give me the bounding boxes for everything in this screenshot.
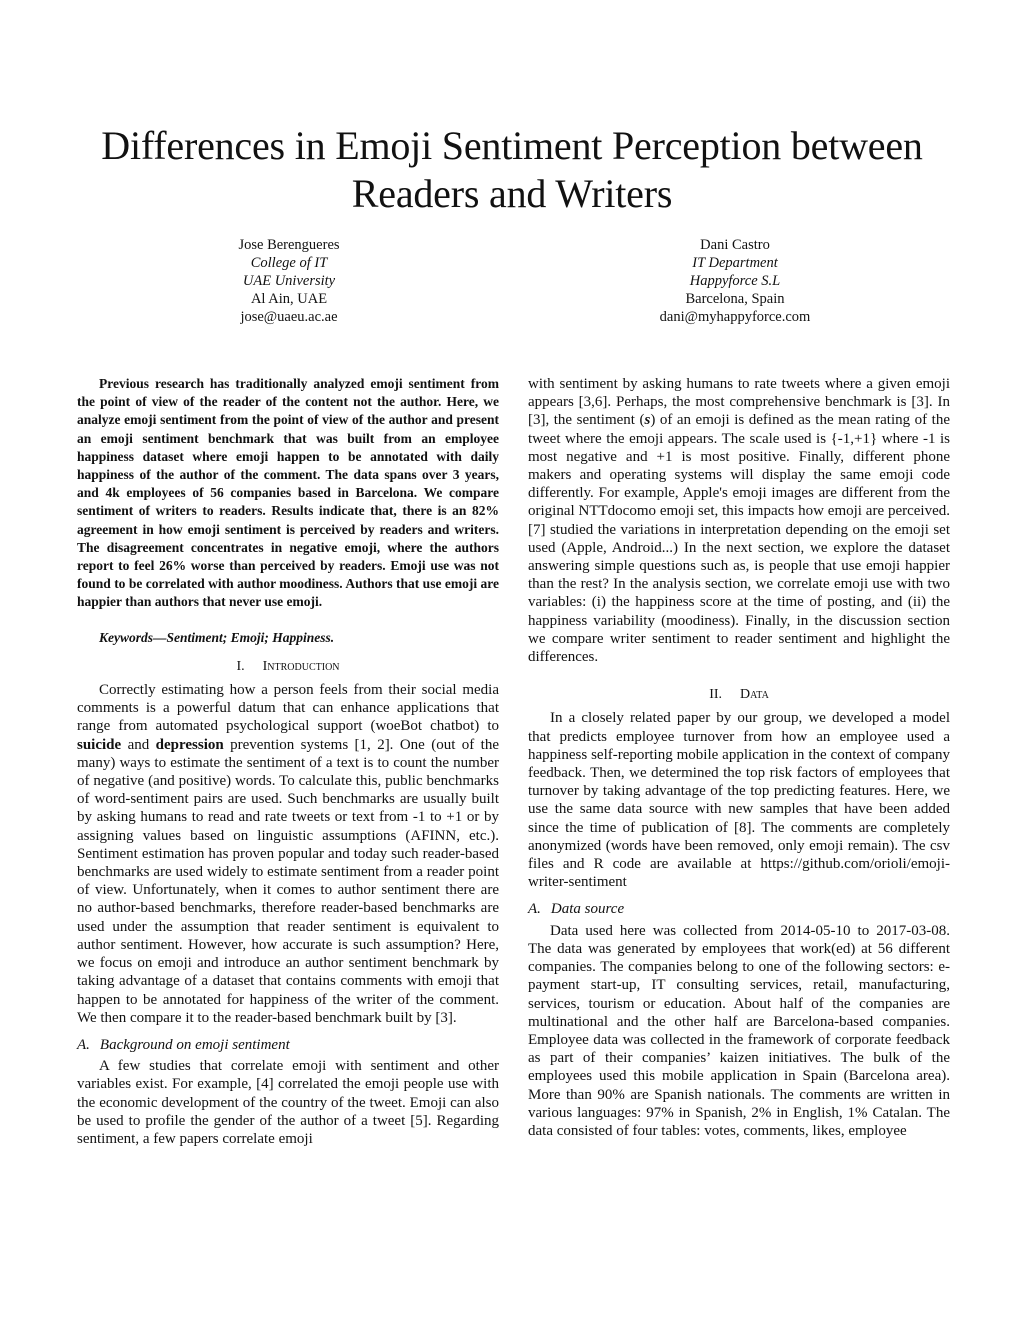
subsection-title: Background on emoji sentiment bbox=[99, 1036, 290, 1053]
sentiment-symbol: s bbox=[644, 412, 651, 429]
section-number: II. bbox=[709, 687, 723, 703]
author-location: Al Ain, UAE bbox=[250, 291, 328, 307]
title-line-2: Readers and Writers bbox=[351, 171, 673, 216]
section-heading-introduction bbox=[77, 658, 499, 676]
section-title: Introduction bbox=[262, 658, 340, 674]
subsection-heading-background bbox=[77, 1036, 499, 1054]
subsection-number: A. bbox=[528, 901, 541, 918]
text-run: prevention systems [1, 2]. One (out of the many) ways to estimate the sentiment of a text is to count the number of negative (and positive) words. To calculate this, public benchmarks of word-sentiment pairs are used. Such benchmarks are usually built by asking humans to read and rate tweets or text from -1 to +1 or by assigning values based on linguistic assumptions (AFINN, etc.). Sentiment estimation has proven popular and today such reader-based benchmarks are used widely to estimate sentiment from a reader point of view. Unfortunately, when it comes to author sentiment there are no author-based benchmarks, therefore reader-based benchmarks are used under the assumption that reader sentiment is equivalent to author sentiment. However, how accurate is such assumption? Here, we focus on emoji and introduce an author sentiment benchmark by taking advantage of a dataset that contains comments with emoji that happen to be annotated for happiness of the writer of the comment. We then compare it to the reader-based benchmark built by [3]. bbox=[77, 736, 499, 1026]
bold-term-suicide: suicide bbox=[77, 736, 122, 753]
background-paragraph-continued bbox=[528, 375, 950, 666]
text-run: ) of an emoji is defined as the mean rating of the tweet where the emoji appears. The scale used is {-1,+1} where -1 is most negative and +1 is most positive. Finally, different phone makers and operating systems will display the same emoji code differently. For example, Apple's emoji images are different from the original NTTdocomo emoji set, this impacts how emoji are perceived. [7] studied the variations in interpretation depending on the emoji set used (Apple, Android...) In the next section, we explore the dataset answering simple questions such as, is people that use emoji happier than the rest? In the analysis section, we correlate emoji use with two variables: (i) the happiness score at the time of posting, and (ii) the happiness variability (moodiness). Finally, in the discussion section we compare writer sentiment to reader sentiment and highlight the differences. bbox=[528, 412, 950, 666]
abstract: Previous research has traditionally analyzed emoji sentiment from the point of view of the reader of the content not the author. Here, we analyze emoji sentiment from the point of view of the author and present an emoji sentiment benchmark that was built from an employee happiness dataset where emoji happen to be annotated with daily happiness of the author of the comment. The data spans over 3 years, and 4k employees of 56 companies based in Barcelona. We compare sentiment of writers to readers. Results indicate that, there is an 82% agreement in how emoji sentiment is perceived by readers and writers. The disagreement concentrates in negative emoji, where the authors report to feel 26% worse than perceived by readers. Emoji use was not found to be correlated with author moodiness. Authors that use emoji are happier than authors that never use emoji. bbox=[77, 376, 499, 610]
author-block-2 bbox=[585, 236, 885, 326]
text-run: and bbox=[121, 736, 156, 753]
keywords: Keywords—Sentiment; Emoji; Happiness. bbox=[99, 629, 335, 645]
author-email: dani@myhappyforce.com bbox=[659, 309, 811, 325]
subsection-heading-data-source bbox=[528, 900, 950, 918]
author-name: Dani Castro bbox=[700, 237, 770, 253]
bold-term-depression: depression bbox=[155, 736, 224, 753]
text-run: Correctly estimating how a person feels from their social media comments is a powerful datum that can enhance applications that range from automated psychological support (woeBot chatbot) to bbox=[77, 682, 499, 735]
text-run: with sentiment by asking humans to rate tweets where a given emoji appears [3,6]. Perhaps, the most comprehensive benchmark is [3]. In [3], the sentiment ( bbox=[528, 376, 950, 429]
subsection-number: A. bbox=[77, 1036, 90, 1053]
author-department: IT Department bbox=[692, 255, 778, 271]
title-line-1: Differences in Emoji Sentiment Perception between bbox=[101, 123, 923, 168]
background-paragraph: A few studies that correlate emoji with sentiment and other variables exist. For example, [4] correlated the emoji people use with the economic development of the country of the tweet. Emoji can also be used to profile the gender of the author of a tweet [5]. Regarding sentiment, a few papers correlate emoji bbox=[77, 1058, 499, 1147]
intro-paragraph-1 bbox=[77, 681, 499, 1027]
data-source-paragraph: Data used here was collected from 2014-05-10 to 2017-03-08. The data was generated by employees that work(ed) at 56 different companies. The companies belong to one of the following sectors: e-payment start-up, IT consulting services, retail, manufacturing, services, tourism or education. About half of the companies are multinational and the other half are Barcelona-based companies. Employee data was collected in the framework of corporate feedback as part of their companies’ kaizen initiatives. The bulk of the employees used this mobile application in Spain (Barcelona area). More than 90% are Spanish nationals. The comments are written in various languages: 97% in Spanish, 2% in English, 1% Catalan. The data consisted of four tables: votes, comments, likes, employee bbox=[528, 922, 950, 1139]
left-column bbox=[77, 375, 499, 1148]
section-heading-data bbox=[528, 686, 950, 704]
author-name: Jose Berengueres bbox=[238, 237, 340, 253]
data-paragraph-1: In a closely related paper by our group, we developed a model that predicts employee turnover from how an employee used a happiness self-reporting mobile application in the context of company feedback. Then, we determined the top risk factors of employees that turnover by taking advantage of the top predicting features. Here, we use the same data source with new samples that have been added since the time of publication of [8]. The comments are completely anonymized (words have been removed, only emoji remain). The csv files and R code are available at https://github.com/orioli/emoji-writer-sentiment bbox=[528, 710, 950, 891]
author-location: Barcelona, Spain bbox=[685, 291, 785, 307]
section-title: Data bbox=[740, 687, 769, 703]
right-column bbox=[528, 375, 950, 1140]
author-email: jose@uaeu.ac.ae bbox=[240, 309, 338, 325]
section-number: I. bbox=[236, 658, 245, 674]
author-department: College of IT bbox=[250, 255, 328, 271]
author-organization: Happyforce S.L bbox=[689, 273, 781, 289]
subsection-title: Data source bbox=[550, 901, 625, 918]
paper-title bbox=[40, 122, 984, 218]
author-organization: UAE University bbox=[242, 273, 336, 289]
author-block-1 bbox=[139, 236, 439, 326]
